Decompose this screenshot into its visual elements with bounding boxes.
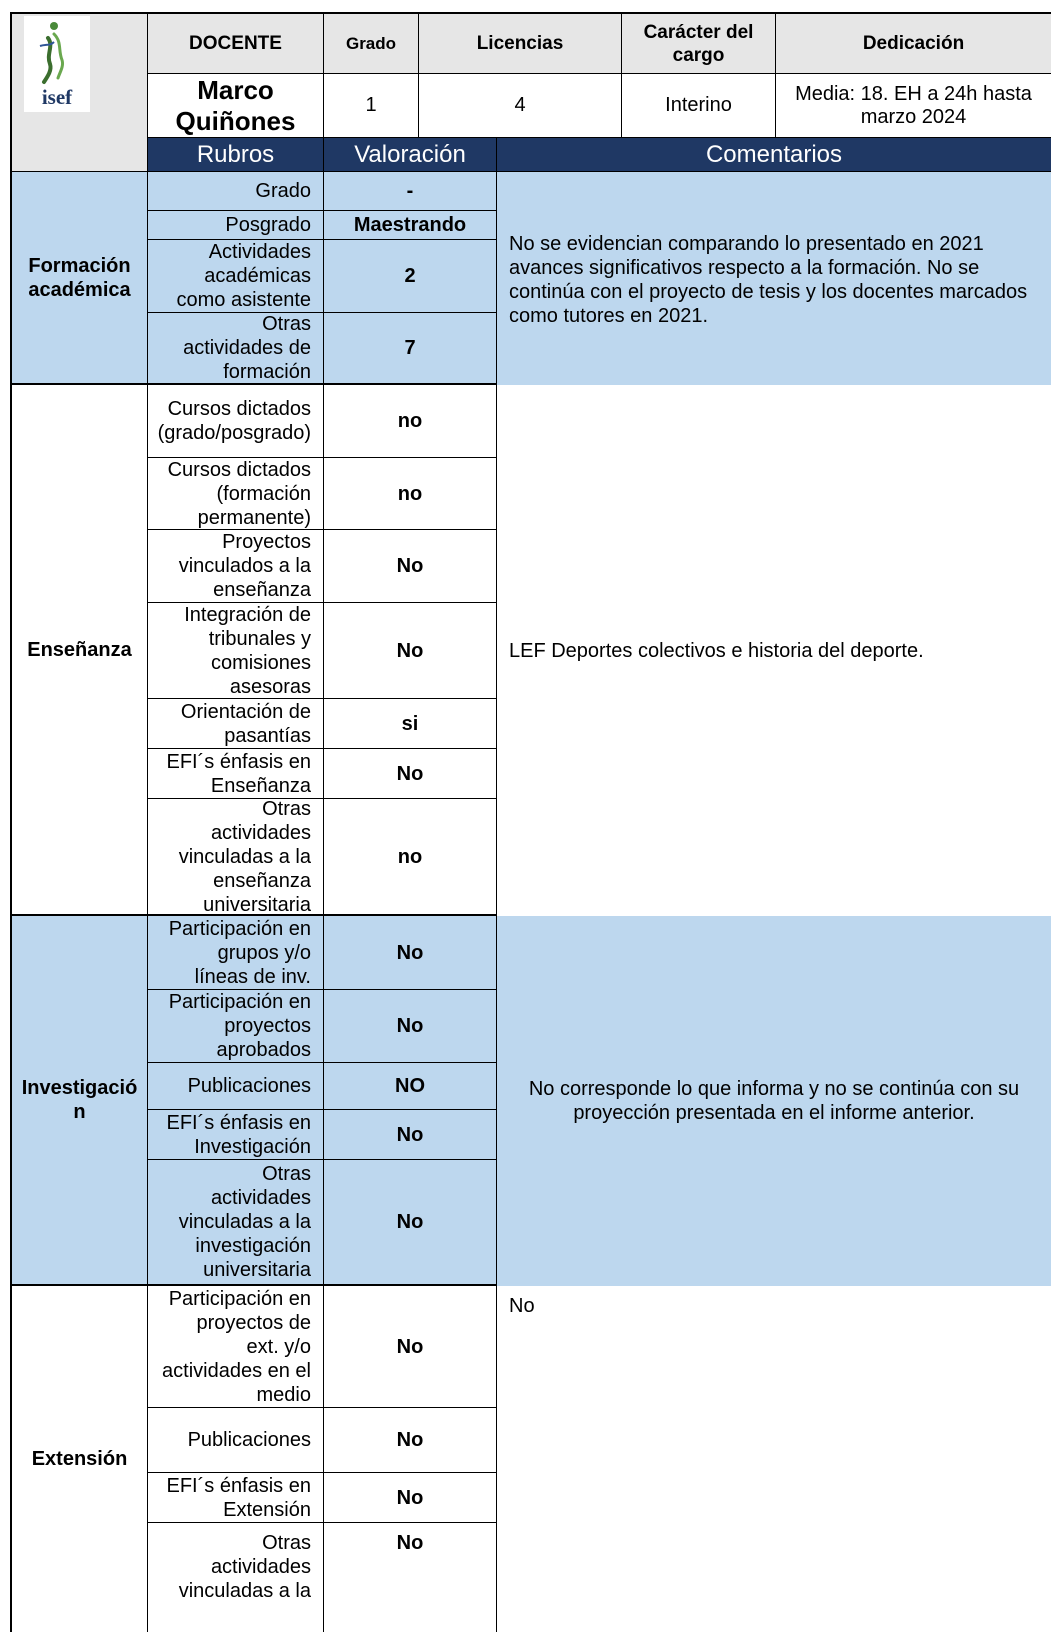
- valor-proyectos-aprobados: No: [324, 990, 497, 1063]
- comment-investigacion: No corresponde lo que informa y no se continúa con su proyección presentada en el informe anterior.: [497, 916, 1051, 1286]
- rubro-proyectos-ext: Participación en proyectos de ext. y/o actividades en el medio: [148, 1286, 324, 1408]
- rubros-column-header: Rubros: [148, 138, 324, 172]
- licencias-value: 4: [419, 74, 622, 138]
- valor-efi-investigacion: No: [324, 1110, 497, 1160]
- valor-otras-investigacion: No: [324, 1160, 497, 1286]
- valor-actividades-asistente: 2: [324, 240, 497, 313]
- valor-posgrado: Maestrando: [324, 211, 497, 240]
- logo-text: isef: [41, 85, 73, 109]
- rubro-proyectos-ensenanza: Proyectos vinculados a la enseñanza: [148, 530, 324, 603]
- licencias-header: Licencias: [419, 12, 622, 74]
- rubro-posgrado: Posgrado: [148, 211, 324, 240]
- valor-cursos-permanente: no: [324, 458, 497, 530]
- valor-otras-ensenanza: no: [324, 799, 497, 916]
- rubro-efi-ensenanza: EFI´s énfasis en Enseñanza: [148, 749, 324, 799]
- valoracion-column-header: Valoración: [324, 138, 497, 172]
- comment-extension: No: [497, 1286, 1051, 1632]
- comentarios-column-header: Comentarios: [497, 138, 1051, 172]
- valor-efi-extension: No: [324, 1473, 497, 1523]
- category-extension: Extensión: [10, 1286, 148, 1632]
- rubro-grupos-inv: Participación en grupos y/o líneas de inv.: [148, 916, 324, 990]
- rubro-efi-investigacion: EFI´s énfasis en Investigación: [148, 1110, 324, 1160]
- isef-figure-icon: [24, 16, 90, 86]
- category-formacion: Formación académica: [10, 172, 148, 385]
- rubro-actividades-asistente: Actividades académicas como asistente: [148, 240, 324, 313]
- comment-formacion: No se evidencian comparando lo presentado en 2021 avances significativos respecto a la formación. No se continúa con el proyecto de tesis y los docentes marcados como tutores en 2021.: [497, 172, 1051, 385]
- dedicacion-value: Media: 18. EH a 24h hasta marzo 2024: [776, 74, 1051, 138]
- grado-value: 1: [324, 74, 419, 138]
- valor-grado: -: [324, 172, 497, 211]
- rubro-otras-extension: Otras actividades vinculadas a la: [148, 1523, 324, 1632]
- rubro-publicaciones-ext: Publicaciones: [148, 1408, 324, 1473]
- rubro-pasantias: Orientación de pasantías: [148, 699, 324, 749]
- valor-grupos-inv: No: [324, 916, 497, 990]
- dedicacion-header: Dedicación: [776, 12, 1051, 74]
- isef-logo: [24, 16, 90, 112]
- caracter-value: Interino: [622, 74, 776, 138]
- rubro-tribunales: Integración de tribunales y comisiones asesoras: [148, 603, 324, 699]
- rubro-otras-ensenanza: Otras actividades vinculadas a la enseñanza universitaria: [148, 799, 324, 916]
- rubro-efi-extension: EFI´s énfasis en Extensión: [148, 1473, 324, 1523]
- valor-publicaciones-ext: No: [324, 1408, 497, 1473]
- rubro-cursos-permanente: Cursos dictados (formación permanente): [148, 458, 324, 530]
- rubro-cursos-grado: Cursos dictados (grado/posgrado): [148, 385, 324, 458]
- category-investigacion: Investigación: [10, 916, 148, 1286]
- rubro-otras-investigacion: Otras actividades vinculadas a la investigación universitaria: [148, 1160, 324, 1286]
- valor-otras-extension: No: [324, 1523, 497, 1632]
- docente-header: DOCENTE: [148, 12, 324, 74]
- rubro-proyectos-aprobados: Participación en proyectos aprobados: [148, 990, 324, 1063]
- rubro-grado: Grado: [148, 172, 324, 211]
- caracter-header: Carácter del cargo: [622, 12, 776, 74]
- valor-publicaciones-inv: NO: [324, 1063, 497, 1110]
- comment-ensenanza: LEF Deportes colectivos e historia del deporte.: [497, 385, 1051, 916]
- rubro-otras-formacion: Otras actividades de formación: [148, 313, 324, 385]
- valor-pasantias: si: [324, 699, 497, 749]
- grado-header: Grado: [324, 12, 419, 74]
- valor-tribunales: No: [324, 603, 497, 699]
- valor-cursos-grado: no: [324, 385, 497, 458]
- valor-efi-ensenanza: No: [324, 749, 497, 799]
- category-ensenanza: Enseñanza: [10, 385, 148, 916]
- valor-proyectos-ext: No: [324, 1286, 497, 1408]
- logo-cell: [10, 12, 148, 172]
- docente-name: Marco Quiñones: [148, 74, 324, 138]
- valor-proyectos-ensenanza: No: [324, 530, 497, 603]
- valor-otras-formacion: 7: [324, 313, 497, 385]
- rubro-publicaciones-inv: Publicaciones: [148, 1063, 324, 1110]
